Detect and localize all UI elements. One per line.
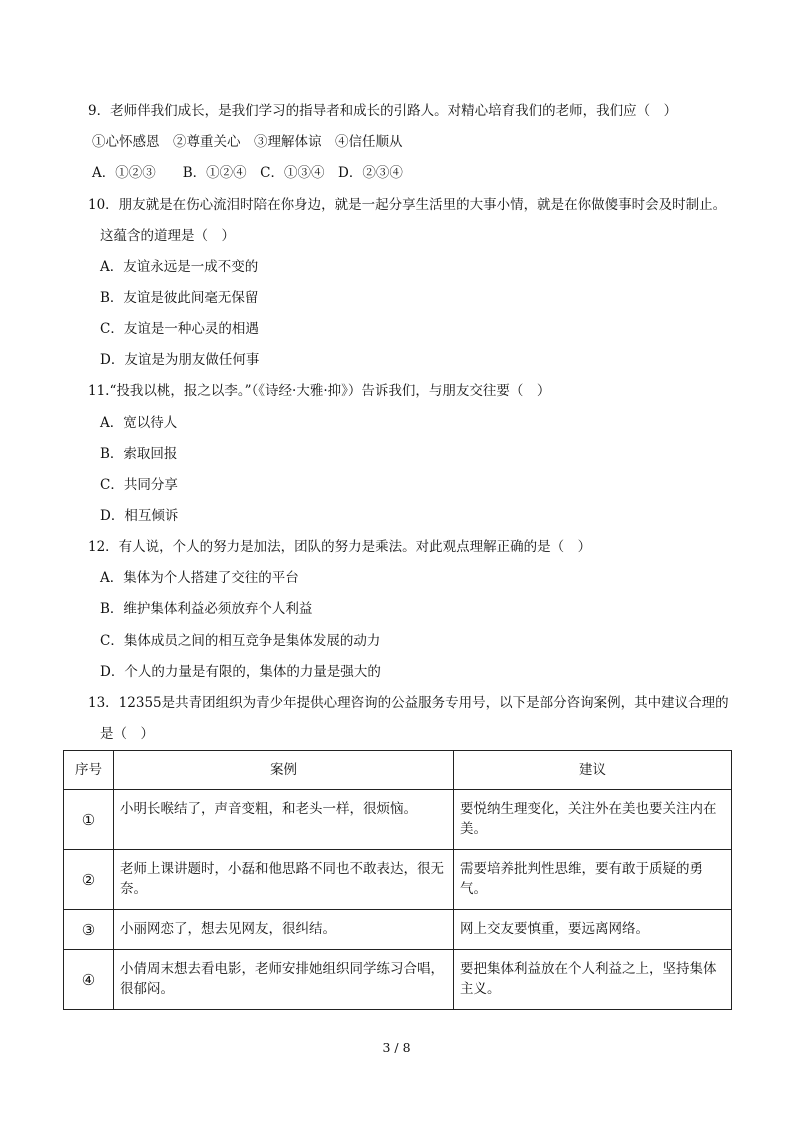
- question-9-stem: 9．老师伴我们成长，是我们学习的指导者和成长的引路人。对精心培育我们的老师，我们应（ ）: [88, 103, 678, 119]
- table-header-row: [64, 751, 732, 790]
- question-12-option-d: D．个人的力量是有限的，集体的力量是强大的: [100, 664, 381, 680]
- question-10-option-c: C．友谊是一种心灵的相遇: [100, 321, 259, 337]
- table-row: [64, 790, 732, 850]
- table-row: [64, 910, 732, 950]
- question-13-stem-continued: 是（ ）: [100, 726, 154, 742]
- table-row: [64, 950, 732, 1010]
- question-13-stem: 13．12355是共青团组织为青少年提供心理咨询的公益服务专用号，以下是部分咨询案例，其中建议合理的: [88, 695, 729, 711]
- row-number: ③: [64, 910, 114, 950]
- advice-cell: 网上交友要慎重，要远离网络。: [454, 910, 732, 950]
- header-number: 序号: [64, 751, 114, 790]
- case-cell: 小明长喉结了，声音变粗，和老头一样，很烦恼。: [114, 790, 454, 850]
- question-11-option-a: A．宽以待人: [100, 415, 178, 431]
- header-case: 案例: [114, 751, 454, 790]
- question-11-option-c: C．共同分享: [100, 477, 178, 493]
- question-12-option-c: C．集体成员之间的相互竞争是集体发展的动力: [100, 633, 381, 649]
- table-row: [64, 850, 732, 910]
- advice-cell: 要悦纳生理变化，关注外在美也要关注内在美。: [454, 790, 732, 850]
- advice-cell: 要把集体利益放在个人利益之上，坚持集体主义。: [454, 950, 732, 1010]
- question-11-stem: 11.“投我以桃，报之以李。”（《诗经·大雅·抑》）告诉我们，与朋友交往要（ ）: [88, 383, 551, 399]
- row-number: ①: [64, 790, 114, 850]
- question-11-option-b: B．索取回报: [100, 446, 178, 462]
- question-12-option-a: A．集体为个人搭建了交往的平台: [100, 570, 299, 586]
- question-12-stem: 12．有人说，个人的努力是加法，团队的努力是乘法。对此观点理解正确的是（ ）: [88, 539, 592, 555]
- question-10-stem: 10．朋友就是在伤心流泪时陪在你身边，就是一起分享生活里的大事小情，就是在你做傻事时会及时制止。: [88, 197, 727, 213]
- page-number: 3 / 8: [382, 1040, 411, 1055]
- case-cell: 小倩周末想去看电影，老师安排她组织同学练习合唱，很郁闷。: [114, 950, 454, 1010]
- question-9-options: A．①②③ B．①②④ C．①③④ D．②③④: [92, 165, 403, 181]
- header-advice: 建议: [454, 751, 732, 790]
- counseling-cases-table: [63, 750, 732, 1010]
- question-9-statements: ①心怀感恩 ②尊重关心 ③理解体谅 ④信任顺从: [92, 134, 403, 150]
- question-10-option-b: B．友谊是彼此间毫无保留: [100, 290, 259, 306]
- case-cell: 小丽网恋了，想去见网友，很纠结。: [114, 910, 454, 950]
- question-10-option-d: D．友谊是为朋友做任何事: [100, 352, 260, 368]
- case-cell: 老师上课讲题时，小磊和他思路不同也不敢表达，很无奈。: [114, 850, 454, 910]
- row-number: ②: [64, 850, 114, 910]
- question-10-stem-continued: 这蕴含的道理是（ ）: [100, 228, 235, 244]
- question-10-option-a: A．友谊永远是一成不变的: [100, 259, 259, 275]
- question-11-option-d: D．相互倾诉: [100, 508, 179, 524]
- advice-cell: 需要培养批判性思维，要有敢于质疑的勇气。: [454, 850, 732, 910]
- question-12-option-b: B．维护集体利益必须放弃个人利益: [100, 601, 313, 617]
- row-number: ④: [64, 950, 114, 1010]
